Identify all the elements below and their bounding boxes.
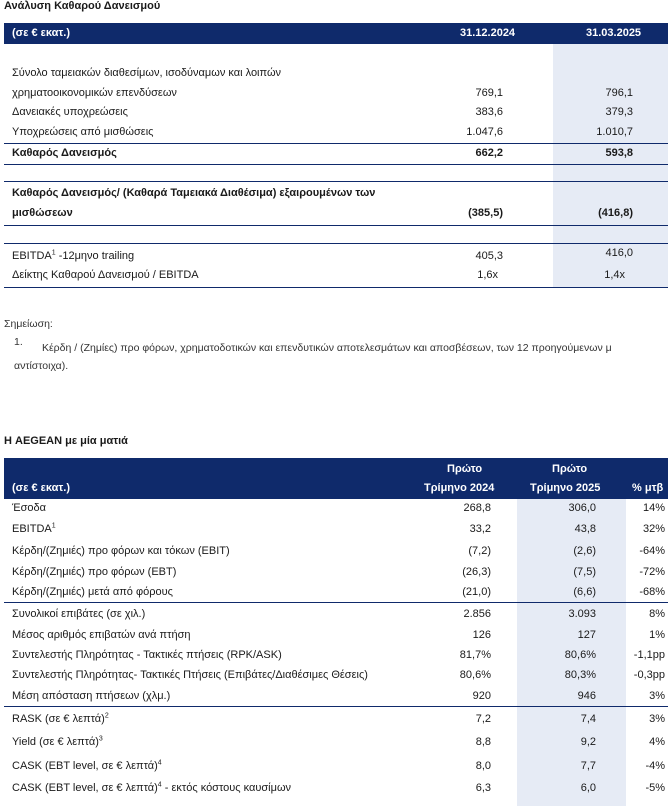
value-q1-2025: 3.093 <box>568 608 596 620</box>
table-row <box>0 626 668 646</box>
row-label: Συντελεστής Πληρότητας - Τακτικές πτήσεις (RPK/ASK) <box>12 649 282 661</box>
value-q1-2025: 9,2 <box>580 736 596 748</box>
table-row <box>0 542 668 562</box>
value-q1-2024: (26,3) <box>462 566 491 578</box>
value-q1-2024: 33,2 <box>469 523 491 535</box>
table-row-total <box>0 144 668 164</box>
value-q1-2025: 43,8 <box>574 523 596 535</box>
value-q1-2024: 268,8 <box>463 502 491 514</box>
value-q1-2024: 8,8 <box>475 736 491 748</box>
row-label: Καθαρός Δανεισμός/ (Καθαρά Ταμειακά Διαθέσιμα) εξαιρουμένων των <box>12 187 376 199</box>
value-2024: 1,6x <box>477 269 498 281</box>
value-2025: 593,8 <box>605 147 633 159</box>
table-row <box>0 84 668 104</box>
value-yoy: -64% <box>639 545 665 557</box>
value-2024: 405,3 <box>475 250 503 262</box>
unit-label: (σε € εκατ.) <box>12 482 71 494</box>
value-q1-2025: 7,4 <box>580 713 596 725</box>
col-header-2024: 31.12.2024 <box>460 27 516 39</box>
value-q1-2025: 127 <box>577 629 596 641</box>
value-q1-2024: (7,2) <box>468 545 491 557</box>
table-row <box>0 64 668 84</box>
table-row <box>0 563 668 583</box>
row-label: Δείκτης Καθαρού Δανεισμού / EBITDA <box>12 269 199 281</box>
value-q1-2025: 80,6% <box>564 649 596 661</box>
row-label: Κέρδη/(Ζημιές) προ φόρων και τόκων (EBIT) <box>12 545 230 557</box>
row-label: Μέση απόσταση πτήσεων (χλμ.) <box>12 690 171 702</box>
table-row <box>0 710 668 730</box>
col-header-q1-2024-line2: Τρίμηνο 2024 <box>424 482 495 494</box>
value-yoy: 8% <box>649 608 665 620</box>
value-yoy: -1,1pp <box>633 649 665 661</box>
net-debt-header <box>4 23 668 44</box>
value-2024: (385,5) <box>468 207 503 219</box>
row-label: Κέρδη/(Ζημιές) μετά από φόρους <box>12 586 173 598</box>
table-row <box>0 123 668 143</box>
table-row <box>0 583 668 603</box>
value-yoy: -4% <box>645 760 665 772</box>
value-yoy: 3% <box>649 690 665 702</box>
divider <box>4 243 668 244</box>
table-row <box>0 687 668 707</box>
row-label: Συντελεστής Πληρότητας- Τακτικές Πτήσεις (Επιβάτες/Διαθέσιμες Θέσεις) <box>12 669 368 681</box>
note-title: Σημείωση: <box>4 318 53 330</box>
unit-label: (σε € εκατ.) <box>12 27 71 39</box>
col-header-2025: 31.03.2025 <box>586 27 642 39</box>
table-row <box>0 499 668 519</box>
value-q1-2025: 7,7 <box>580 760 596 772</box>
divider <box>4 602 668 603</box>
value-2025: 1,4x <box>604 269 625 281</box>
note-line1: Κέρδη / (Ζημίες) προ φόρων, χρηματοδοτικών και επενδυτικών αποτελεσμάτων και αποσβέσεων, των 12 προηγούμενων μ <box>42 342 612 354</box>
table-row <box>0 646 668 666</box>
col-header-q1-2024-line1: Πρώτο <box>447 463 483 475</box>
row-label: Yield (σε € λεπτά)$^3$ <box>12 735 103 748</box>
row-label: μισθώσεων <box>12 207 73 219</box>
overview-title: Η AEGEAN με μία ματιά <box>4 435 128 447</box>
table-row <box>0 605 668 625</box>
row-label: χρηματοοικονομικών επενδύσεων <box>12 87 177 99</box>
value-yoy: 3% <box>649 713 665 725</box>
table-row <box>0 184 668 204</box>
row-label: Καθαρός Δανεισμός <box>12 147 117 159</box>
value-yoy: 14% <box>642 502 665 514</box>
divider <box>4 287 668 288</box>
table-row <box>0 666 668 686</box>
value-yoy: -68% <box>639 586 665 598</box>
table-row <box>0 266 668 286</box>
value-q1-2024: (21,0) <box>462 586 491 598</box>
value-q1-2025: (7,5) <box>573 566 596 578</box>
value-q1-2025: 6,0 <box>580 782 596 794</box>
divider <box>4 706 668 707</box>
row-label: CASK (EBT level, σε € λεπτά)$^4$ - εκτός κόστους καυσίμων <box>12 781 292 794</box>
divider <box>4 164 668 165</box>
col-header-q1-2025-line2: Τρίμηνο 2025 <box>530 482 601 494</box>
value-q1-2025: (6,6) <box>573 586 596 598</box>
value-yoy: 1% <box>649 629 665 641</box>
table-row <box>0 757 668 777</box>
note-line2: αντίστοιχα). <box>14 360 69 372</box>
col-header-yoy: % μτβ <box>632 482 664 494</box>
value-q1-2025: 306,0 <box>568 502 596 514</box>
value-q1-2024: 920 <box>472 690 491 702</box>
table-row <box>0 103 668 123</box>
value-q1-2024: 80,6% <box>459 669 491 681</box>
value-yoy: 32% <box>642 523 665 535</box>
table-row <box>0 779 668 799</box>
table-row <box>0 204 668 224</box>
note-number: 1. <box>14 336 23 348</box>
value-q1-2024: 81,7% <box>459 649 491 661</box>
row-label: EBITDA$^1$ <box>12 522 56 535</box>
row-label: Σύνολο ταμειακών διαθεσίμων, ισοδύναμων και λοιπών <box>12 67 282 79</box>
value-q1-2025: 946 <box>577 690 596 702</box>
value-yoy: -72% <box>639 566 665 578</box>
value-2024: 662,2 <box>475 147 503 159</box>
overview-header <box>4 458 668 499</box>
divider <box>4 225 668 226</box>
row-label: Υποχρεώσεις από μισθώσεις <box>12 126 154 138</box>
value-q1-2025: 80,3% <box>564 669 596 681</box>
value-q1-2024: 2.856 <box>463 608 491 620</box>
value-q1-2024: 126 <box>472 629 491 641</box>
value-q1-2024: 7,2 <box>475 713 491 725</box>
table-row <box>0 733 668 753</box>
row-label: Έσοδα <box>12 502 47 514</box>
value-q1-2025: (2,6) <box>573 545 596 557</box>
row-label: EBITDA$^1$ -12μηνο trailing <box>12 249 135 262</box>
value-2024: 1.047,6 <box>466 126 503 138</box>
row-label: Δανειακές υποχρεώσεις <box>12 106 128 118</box>
value-2024: 383,6 <box>475 106 503 118</box>
row-label: CASK (EBT level, σε € λεπτά)$^4$ <box>12 759 162 772</box>
value-yoy: -0,3pp <box>633 669 665 681</box>
col-header-q1-2025-line1: Πρώτο <box>552 463 588 475</box>
row-label: RASK (σε € λεπτά)$^2$ <box>12 712 109 725</box>
value-yoy: -5% <box>645 782 665 794</box>
divider <box>4 181 668 182</box>
row-label: Συνολικοί επιβάτες (σε χιλ.) <box>12 608 146 620</box>
value-q1-2024: 6,3 <box>475 782 491 794</box>
value-yoy: 4% <box>649 736 665 748</box>
value-2025: 379,3 <box>605 106 633 118</box>
value-2024: 769,1 <box>475 87 503 99</box>
table-row <box>0 247 668 267</box>
net-debt-title: Ανάλυση Καθαρού Δανεισμού <box>4 0 161 12</box>
value-2025: 796,1 <box>605 87 633 99</box>
value-q1-2024: 8,0 <box>475 760 491 772</box>
value-2025: 416,0 <box>605 247 633 259</box>
value-2025: 1.010,7 <box>596 126 633 138</box>
value-2025: (416,8) <box>598 207 633 219</box>
row-label: Μέσος αριθμός επιβατών ανά πτήση <box>12 629 191 641</box>
row-label: Κέρδη/(Ζημιές) προ φόρων (EBT) <box>12 566 177 578</box>
table-row <box>0 520 668 540</box>
